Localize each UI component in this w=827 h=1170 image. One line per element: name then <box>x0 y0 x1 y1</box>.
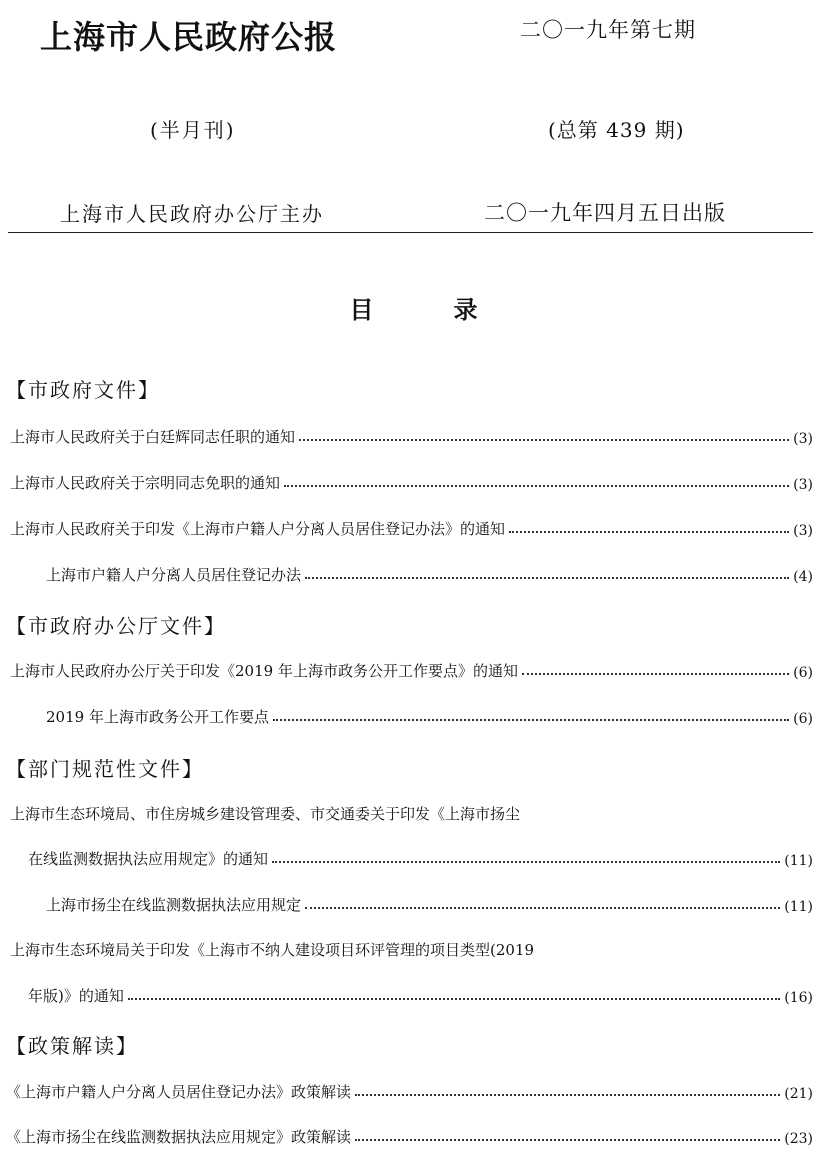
toc-entry-title: 上海市人民政府关于白廷辉同志任职的通知 <box>10 428 296 446</box>
toc-entry-title: 上海市人民政府办公厅关于印发《2019 年上海市政务公开工作要点》的通知 <box>10 662 518 680</box>
sponsor-line: 上海市人民政府办公厅主办 <box>60 202 324 226</box>
toc-entry-title: 上海市人民政府关于印发《上海市户籍人户分离人员居住登记办法》的通知 <box>10 520 506 538</box>
toc-title: 目录 <box>349 295 558 324</box>
toc-entry-page: (11) <box>784 899 813 915</box>
leader-dots <box>355 1094 780 1096</box>
gazette-title: 上海市人民政府公报 <box>40 18 338 56</box>
toc-entry-page: (3) <box>793 523 813 539</box>
toc-entry-title-line1[interactable]: 上海市生态环境局关于印发《上海市不纳人建设项目环评管理的项目类型(2019 <box>10 941 535 959</box>
toc-entry[interactable] <box>46 563 813 585</box>
header-divider <box>8 232 813 233</box>
toc-entry-title: 年版)》的通知 <box>28 987 124 1005</box>
toc-entry-page: (6) <box>793 711 813 727</box>
toc-entry-title: 在线监测数据执法应用规定》的通知 <box>28 850 269 868</box>
section-heading: 【部门规范性文件】 <box>6 757 204 781</box>
toc-entry-page: (4) <box>793 569 813 585</box>
leader-dots <box>128 998 780 1000</box>
toc-entry-page: (21) <box>784 1086 813 1102</box>
toc-entry-title: 《上海市户籍人户分离人员居住登记办法》政策解读 <box>6 1083 352 1101</box>
toc-entry-page: (11) <box>784 853 813 869</box>
leader-dots <box>284 485 789 487</box>
section-heading: 【市政府办公厅文件】 <box>6 614 226 638</box>
toc-entry[interactable] <box>10 471 813 493</box>
toc-entry-page: (6) <box>793 665 813 681</box>
leader-dots <box>522 673 789 675</box>
toc-entry-title: 上海市人民政府关于宗明同志免职的通知 <box>10 474 281 492</box>
leader-dots <box>305 577 789 579</box>
toc-entry[interactable] <box>10 425 813 447</box>
toc-entry[interactable] <box>46 893 813 915</box>
leader-dots <box>355 1139 780 1141</box>
leader-dots <box>299 439 789 441</box>
toc-entry[interactable] <box>6 1080 813 1102</box>
leader-dots <box>272 861 780 863</box>
toc-entry[interactable] <box>6 1125 813 1147</box>
toc-entry-page: (3) <box>793 477 813 493</box>
toc-entry-page: (3) <box>793 431 813 447</box>
toc-entry-title: 《上海市扬尘在线监测数据执法应用规定》政策解读 <box>6 1128 352 1146</box>
toc-entry[interactable] <box>28 847 813 869</box>
toc-entry[interactable] <box>10 517 813 539</box>
toc-entry-title: 上海市户籍人户分离人员居住登记办法 <box>46 566 302 584</box>
publish-date: 二〇一九年四月五日出版 <box>484 201 726 225</box>
toc-entry[interactable] <box>10 659 813 681</box>
leader-dots <box>305 907 780 909</box>
toc-entry[interactable] <box>46 705 813 727</box>
section-heading: 【市政府文件】 <box>6 378 160 402</box>
leader-dots <box>273 719 789 721</box>
toc-entry-title: 2019 年上海市政务公开工作要点 <box>46 708 269 726</box>
publication-frequency: (半月刊) <box>150 118 236 142</box>
toc-entry-page: (16) <box>784 990 813 1006</box>
toc-entry-title: 上海市扬尘在线监测数据执法应用规定 <box>46 896 302 914</box>
toc-entry-title-line1[interactable]: 上海市生态环境局、市住房城乡建设管理委、市交通委关于印发《上海市扬尘 <box>10 805 521 823</box>
leader-dots <box>509 531 789 533</box>
issue-number: 二〇一九年第七期 <box>520 18 696 42</box>
total-issue-number: (总第 439 期) <box>548 118 685 142</box>
toc-entry[interactable] <box>28 984 813 1006</box>
section-heading: 【政策解读】 <box>6 1034 138 1058</box>
toc-entry-page: (23) <box>784 1131 813 1147</box>
